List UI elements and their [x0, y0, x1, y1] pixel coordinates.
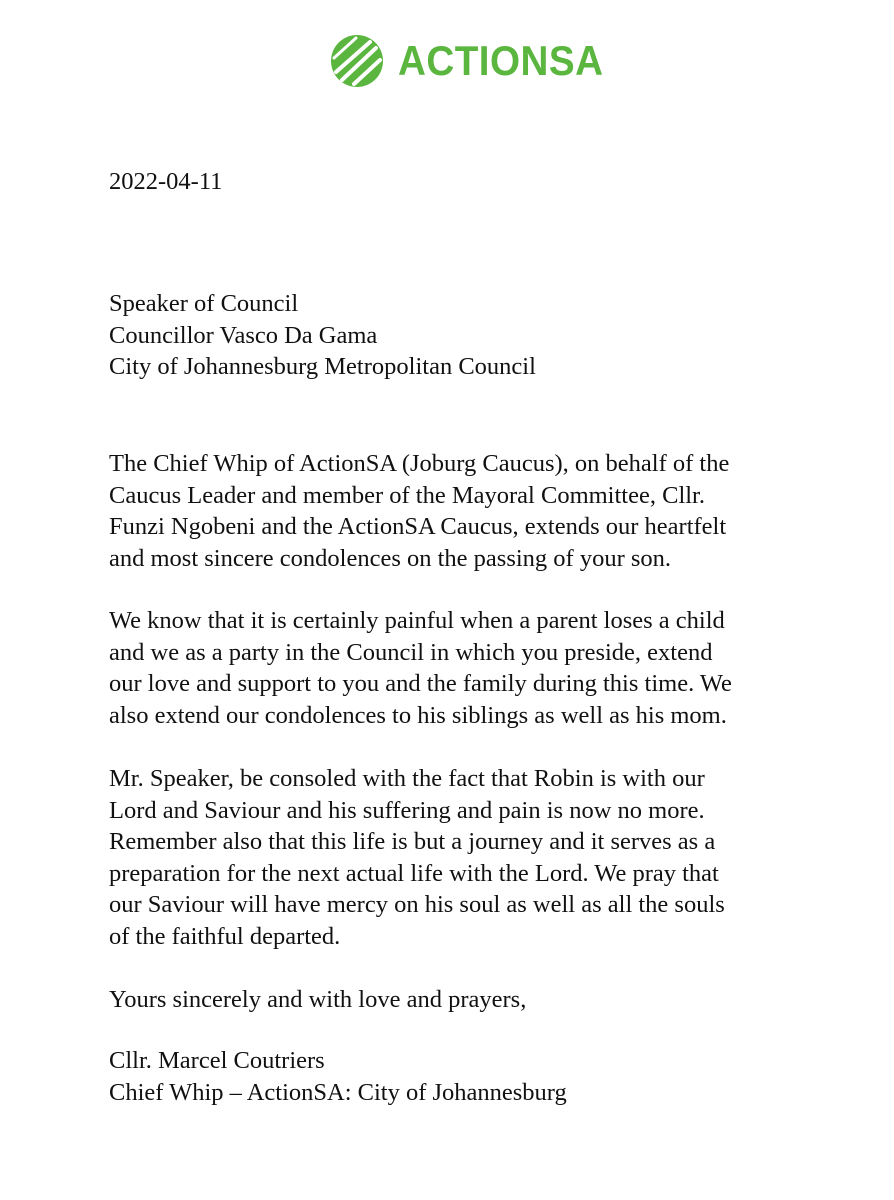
paragraph-line: Mr. Speaker, be consoled with the fact that Robin is with our	[109, 765, 705, 792]
addressee-block	[109, 288, 864, 383]
paragraph-line: Lord and Saviour and his suffering and pain is now no more.	[109, 796, 705, 824]
signatory-title: Chief Whip – ActionSA: City of Johannesburg	[109, 1078, 567, 1106]
paragraph-line: Caucus Leader and member of the Mayoral Committee, Cllr.	[109, 481, 705, 509]
paragraph-line: preparation for the next actual life with the Lord. We pray that	[109, 859, 719, 887]
paragraph-line: our Saviour will have mercy on his soul as well as all the souls	[109, 891, 725, 918]
paragraph-line: Funzi Ngobeni and the ActionSA Caucus, extends our heartfelt	[109, 513, 727, 540]
brand-name: ACTIONSA	[398, 37, 604, 84]
paragraph-line: and we as a party in the Council in which you preside, extend	[109, 638, 713, 666]
paragraph-condolence-intro	[109, 448, 864, 574]
paragraph-line: Remember also that this life is but a journey and it serves as a	[109, 828, 716, 855]
paragraph-line: The Chief Whip of ActionSA (Joburg Caucus), on behalf of the	[109, 450, 730, 477]
addressee-line: City of Johannesburg Metropolitan Council	[109, 353, 536, 380]
signature-block	[109, 1045, 864, 1108]
paragraph-line: We know that it is certainly painful when a parent loses a child	[109, 607, 725, 634]
paragraph-line: also extend our condolences to his siblings as well as his mom.	[109, 701, 727, 729]
closing-line: Yours sincerely and with love and prayers,	[109, 986, 527, 1013]
addressee-line: Councillor Vasco Da Gama	[109, 321, 378, 349]
paragraph-line: our love and support to you and the family during this time. We	[109, 670, 732, 697]
paragraph-consolation	[109, 763, 864, 952]
paragraph-line: and most sincere condolences on the passing of your son.	[109, 544, 672, 572]
actionsa-logo	[330, 34, 621, 88]
paragraph-line: of the faithful departed.	[109, 922, 341, 950]
signatory-name: Cllr. Marcel Coutriers	[109, 1047, 325, 1074]
paragraph-support	[109, 605, 864, 731]
letter-date: 2022-04-11	[109, 168, 223, 195]
actionsa-leaf-icon	[330, 34, 384, 88]
addressee-line: Speaker of Council	[109, 290, 299, 317]
